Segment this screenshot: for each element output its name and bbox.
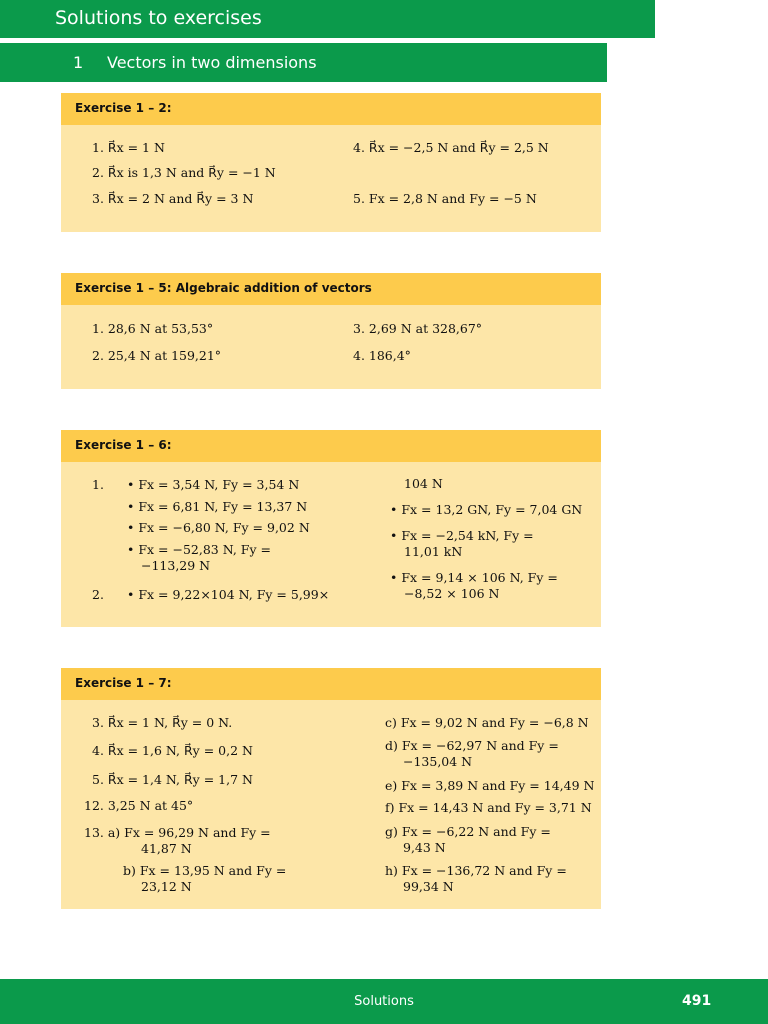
answer-item: 1. R⃗x = 1 N (92, 140, 165, 155)
exercise-header (61, 93, 601, 125)
answer-item: g) Fx = −6,22 N and Fy = (385, 824, 551, 839)
exercise-1-2-box (61, 93, 601, 232)
exercise-title: Exercise 1 – 5: Algebraic addition of vectors (75, 281, 372, 295)
answer-continuation: 104 N (404, 476, 443, 491)
answer-item: 3. R⃗x = 2 N and R⃗y = 3 N (92, 191, 254, 206)
answer-item: 3. R⃗x = 1 N, R⃗y = 0 N. (92, 715, 233, 730)
exercise-1-7-box (61, 668, 601, 909)
answer-bullet: • Fx = −2,54 kN, Fy = (390, 528, 534, 543)
answer-bullet: • Fx = 13,2 GN, Fy = 7,04 GN (390, 502, 583, 517)
answer-bullet: • Fx = −52,83 N, Fy = (127, 542, 271, 557)
answer-continuation: −135,04 N (403, 754, 473, 769)
answer-continuation: 9,43 N (403, 840, 446, 855)
answer-continuation: −8,52 × 106 N (404, 586, 500, 601)
answer-item: 4. R⃗x = 1,6 N, R⃗y = 0,2 N (92, 743, 253, 758)
answer-item: e) Fx = 3,89 N and Fy = 14,49 N (385, 778, 595, 793)
chapter-header-bar (0, 0, 655, 38)
answer-bullet: • Fx = 9,22×104 N, Fy = 5,99× (127, 587, 330, 602)
answer-item: 3. 2,69 N at 328,67° (353, 321, 483, 336)
answer-item: 2. R⃗x is 1,3 N and R⃗y = −1 N (92, 165, 276, 180)
answer-item: 2. 25,4 N at 159,21° (92, 348, 222, 363)
footer-bar (0, 979, 768, 1024)
page-number: 491 (682, 993, 712, 1009)
section-header-bar (0, 43, 607, 82)
exercise-title: Exercise 1 – 6: (75, 438, 172, 452)
exercise-header (61, 430, 601, 462)
answer-continuation: 99,34 N (403, 879, 454, 894)
answer-item: 5. Fx = 2,8 N and Fy = −5 N (353, 191, 537, 206)
answer-item: 13. a) Fx = 96,29 N and Fy = (84, 825, 271, 840)
chapter-title: Solutions to exercises (55, 7, 262, 29)
exercise-1-5-box (61, 273, 601, 389)
exercise-header (61, 273, 601, 305)
exercise-title: Exercise 1 – 7: (75, 676, 172, 690)
answer-continuation: 11,01 kN (404, 544, 463, 559)
answer-item: h) Fx = −136,72 N and Fy = (385, 863, 567, 878)
footer-label: Solutions (354, 994, 414, 1009)
answer-number: 2. (92, 587, 104, 602)
answer-continuation: 23,12 N (141, 879, 192, 894)
answer-item: b) Fx = 13,95 N and Fy = (123, 863, 287, 878)
exercise-title: Exercise 1 – 2: (75, 101, 172, 115)
answer-item: 4. R⃗x = −2,5 N and R⃗y = 2,5 N (353, 140, 549, 155)
answer-number: 1. (92, 477, 104, 492)
answer-item: f) Fx = 14,43 N and Fy = 3,71 N (385, 800, 592, 815)
answer-bullet: • Fx = 6,81 N, Fy = 13,37 N (127, 499, 308, 514)
answer-bullet: • Fx = 9,14 × 106 N, Fy = (390, 570, 558, 585)
answer-bullet: • Fx = −6,80 N, Fy = 9,02 N (127, 520, 310, 535)
answer-continuation: 41,87 N (141, 841, 192, 856)
section-title: Vectors in two dimensions (107, 53, 317, 72)
answer-continuation: −113,29 N (141, 558, 211, 573)
exercise-header (61, 668, 601, 700)
answer-item: 12. 3,25 N at 45° (84, 798, 194, 813)
answer-item: 5. R⃗x = 1,4 N, R⃗y = 1,7 N (92, 772, 253, 787)
answer-item: 4. 186,4° (353, 348, 411, 363)
section-number: 1 (73, 53, 84, 72)
exercise-1-6-box (61, 430, 601, 627)
answer-item: d) Fx = −62,97 N and Fy = (385, 738, 559, 753)
answer-item: 1. 28,6 N at 53,53° (92, 321, 214, 336)
answer-bullet: • Fx = 3,54 N, Fy = 3,54 N (127, 477, 300, 492)
answer-item: c) Fx = 9,02 N and Fy = −6,8 N (385, 715, 589, 730)
